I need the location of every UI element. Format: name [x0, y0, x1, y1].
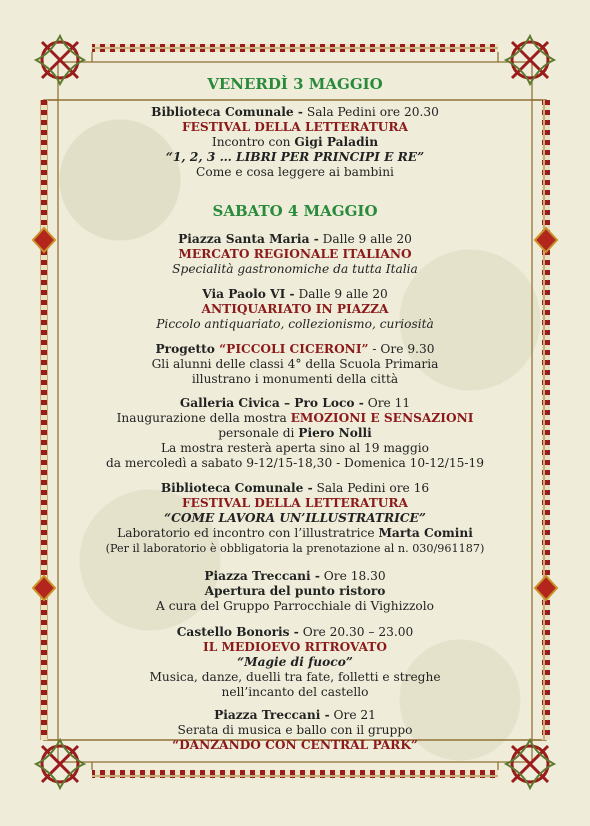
event-punto-ristoro: [80, 569, 510, 614]
event-place: Progetto: [155, 342, 220, 356]
event-title: EMOZIONI E SENSAZIONI: [290, 411, 474, 425]
event-title: FESTIVAL DELLA LETTERATURA: [181, 120, 409, 134]
event-mercato: [80, 232, 510, 277]
event-place: Piazza Treccani -: [204, 569, 320, 583]
event-title: ANTIQUARIATO IN PIAZZA: [201, 302, 389, 316]
event-line: Musica, danze, duelli tra fate, folletti e streghe: [149, 670, 441, 684]
event-line: Inaugurazione della mostra: [116, 411, 291, 425]
event-place: Galleria Civica – Pro Loco -: [179, 396, 364, 410]
event-time: Ore 21: [329, 708, 376, 722]
event-biblioteca-friday: [80, 105, 510, 180]
event-title: “PICCOLI CICERONI”: [219, 342, 369, 356]
event-line: Gli alunni delle classi 4° della Scuola Primaria: [151, 357, 439, 371]
event-time: Dalle 9 alle 20: [318, 232, 412, 246]
event-line: La mostra resterà aperta sino al 19 maggio: [160, 441, 430, 455]
event-title: MERCATO REGIONALE ITALIANO: [178, 247, 412, 261]
event-line: Incontro con: [211, 135, 295, 149]
day-heading-friday: VENERDÌ 3 MAGGIO: [207, 75, 383, 93]
event-desc: Piccolo antiquariato, collezionismo, curiosità: [156, 317, 434, 331]
event-time: Ore 20.30 – 23.00: [298, 625, 414, 639]
event-subtitle: “COME LAVORA UN’ILLUSTRATRICE”: [164, 511, 426, 525]
event-guest: Gigi Paladin: [294, 135, 379, 149]
event-piccoli-ciceroni: [80, 342, 510, 387]
event-time: Sala Pedini ore 16: [312, 481, 430, 495]
event-note: Come e cosa leggere ai bambini: [196, 165, 394, 179]
event-medioevo: [80, 625, 510, 700]
day-heading-saturday: SABATO 4 MAGGIO: [212, 202, 378, 220]
event-line: Serata di musica e ballo con il gruppo: [177, 723, 413, 737]
event-line: nell’incanto del castello: [221, 685, 369, 699]
event-time: Sala Pedini ore 20.30: [302, 105, 439, 119]
event-central-park: [80, 708, 510, 753]
event-line: personale di: [218, 426, 299, 440]
event-title: “DANZANDO CON CENTRAL PARK”: [172, 738, 418, 752]
event-line: da mercoledì a sabato 9-12/15-18,30 - Domenica 10-12/15-19: [105, 456, 485, 470]
event-desc: Specialità gastronomiche da tutta Italia: [172, 262, 418, 276]
event-place: Via Paolo VI -: [202, 287, 295, 301]
event-artist: Piero Nolli: [298, 426, 372, 440]
event-time: Dalle 9 alle 20: [294, 287, 388, 301]
event-time: - Ore 9.30: [368, 342, 435, 356]
event-title: IL MEDIOEVO RITROVATO: [203, 640, 387, 654]
event-galleria-civica: [80, 396, 510, 471]
event-subtitle: “Magie di fuoco”: [237, 655, 353, 669]
event-line: A cura del Gruppo Parrocchiale di Vighizzolo: [156, 599, 434, 613]
event-note: (Per il laboratorio è obbligatoria la prenotazione al n. 030/961187): [105, 542, 485, 555]
event-place: Biblioteca Comunale -: [160, 481, 313, 495]
event-place: Biblioteca Comunale -: [151, 105, 303, 119]
event-line: illustrano i monumenti della città: [191, 372, 399, 386]
event-place: Piazza Santa Maria -: [178, 232, 319, 246]
event-guest: Marta Comini: [378, 526, 473, 540]
event-subtitle: “1, 2, 3 … LIBRI PER PRINCIPI E RE”: [165, 150, 425, 164]
event-place: Piazza Treccani -: [214, 708, 330, 722]
event-time: Ore 18.30: [319, 569, 386, 583]
event-time: Ore 11: [363, 396, 411, 410]
event-antiquariato: [80, 287, 510, 332]
event-biblioteca-saturday: [80, 481, 510, 556]
event-line: Laboratorio ed incontro con l’illustratrice: [117, 526, 379, 540]
event-place: Castello Bonoris -: [176, 625, 299, 639]
event-title: FESTIVAL DELLA LETTERATURA: [181, 496, 409, 510]
event-title: Apertura del punto ristoro: [204, 584, 386, 598]
